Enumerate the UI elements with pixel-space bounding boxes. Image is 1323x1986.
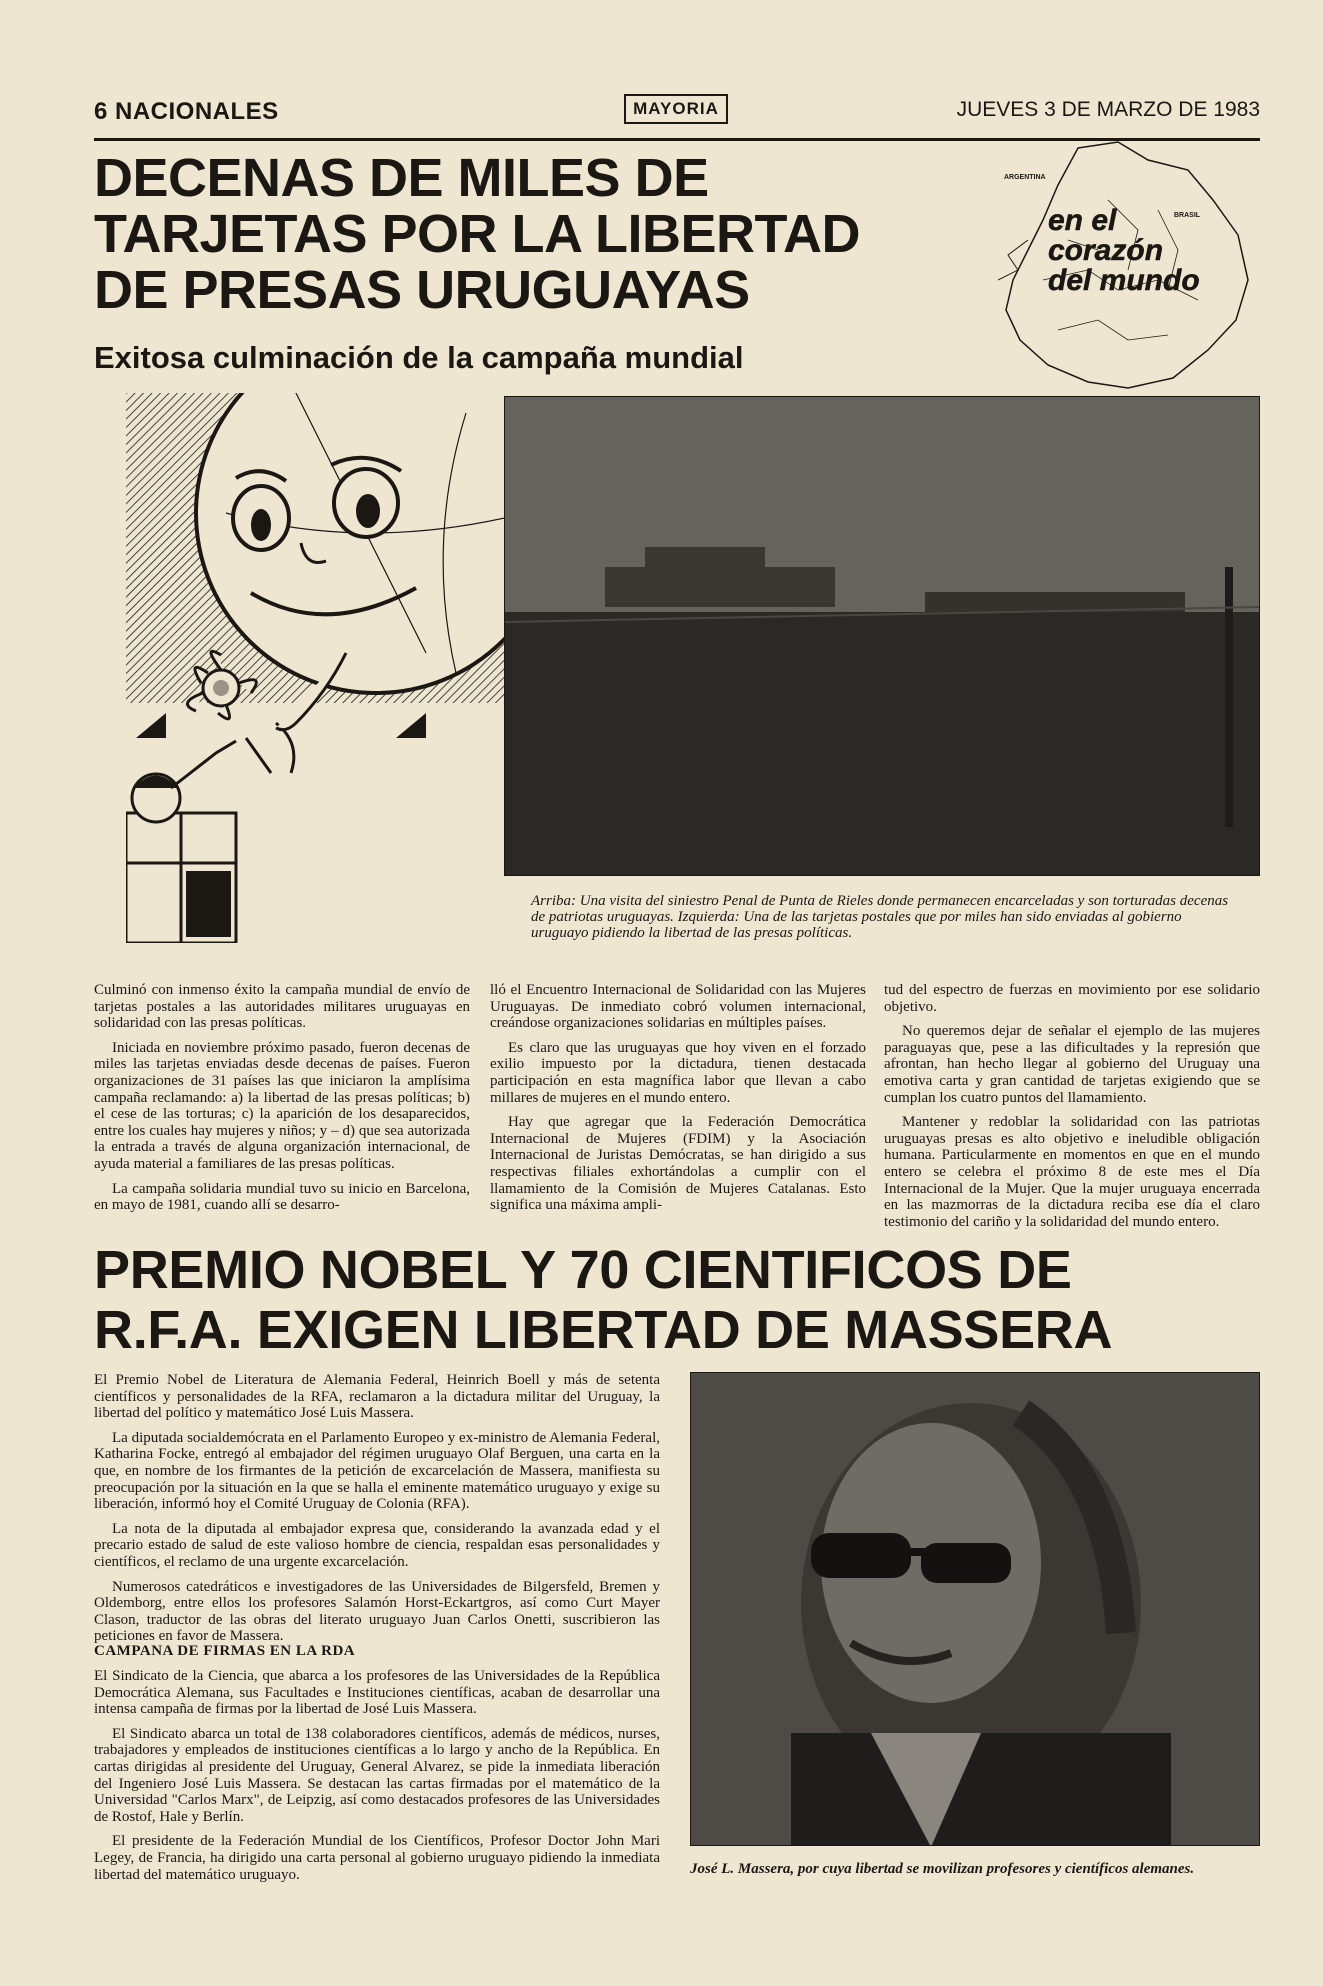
prison-photo <box>504 396 1260 876</box>
postcard-illustration <box>126 393 504 943</box>
paragraph: Numerosos catedráticos e investigadores de las Universidades de Bilgersfeld, Bremen y Oldemborg, entre ellos los profesores Salamón Horst-Eckartgros, así como Curt Mayer Clason, traductor de las obras del literato uruguayo Juan Carlos Onetti, suscribieron las peticiones en favor de Massera. <box>94 1578 660 1645</box>
subheadline-1: Exitosa culminación de la campaña mundial <box>94 340 744 375</box>
paragraph: El Sindicato abarca un total de 138 colaboradores científicos, además de médicos, nurses, trabajadores y empleados de instituciones científicas a lo largo y ancho de la República. En cartas dirigidas al presidente del Uruguay, General Alvarez, se pide la inmediata liberación del Ingeniero José Luis Massera. Se destacan las cartas firmadas por el matemático de la Universidad "Carlos Marx", de Leipzig, así como destacados profesores de las Universidades de Rostof, Hale y Berlín. <box>94 1725 660 1825</box>
headline-2-line: PREMIO NOBEL Y 70 CIENTIFICOS DE <box>94 1240 1072 1300</box>
paragraph: El presidente de la Federación Mundial de los Científicos, Profesor Doctor John Mari Legey, de Francia, ha dirigido una carta personal al gobierno uruguayo pidiendo la inmediata libertad del matemático uruguayo. <box>94 1833 660 1883</box>
map-label-brasil: BRASIL <box>1174 212 1201 219</box>
article1-column-3 <box>884 982 1260 1238</box>
headline-1 <box>94 150 974 318</box>
map-badge <box>998 140 1260 390</box>
prison-landscape-image <box>505 397 1260 876</box>
newspaper-logo: MAYORIA <box>624 94 728 124</box>
article2-body-b <box>94 1668 660 1891</box>
paragraph: Hay que agregar que la Federación Democrática Internacional de Mujeres (FDIM) y la Asociación Internacional de Juristas Demócratas, se han dirigido a sus respectivas filiales exhortándolas a cumplir con el llamamiento de la Comisión de Mujeres Catalanas. Esto significa una máxima ampli- <box>490 1114 866 1214</box>
paragraph: Culminó con inmenso éxito la campaña mundial de envío de tarjetas postales a las autoridades militares uruguayas en solidaridad con las presas políticas. <box>94 982 470 1032</box>
paragraph: El Premio Nobel de Literatura de Alemania Federal, Heinrich Boell y más de setenta científicos y personalidades de la RFA, reclamaron a la dictadura militar del Uruguay, la libertad del político y matemático José Luis Massera. <box>94 1372 660 1422</box>
badge-slogan <box>1048 206 1200 296</box>
paragraph: lló el Encuentro Internacional de Solidaridad con las Mujeres Uruguayas. De inmediato cobró volumen internacional, creándose organizaciones solidarias en múltiples países. <box>490 982 866 1032</box>
paragraph: tud del espectro de fuerzas en movimiento por ese solidario objetivo. <box>884 982 1260 1015</box>
badge-slogan-line: en el <box>1048 204 1117 237</box>
article1-column-1 <box>94 982 470 1222</box>
badge-slogan-line: corazón <box>1048 234 1164 267</box>
headline-2 <box>94 1240 1260 1360</box>
map-label-argentina: ARGENTINA <box>1004 174 1046 181</box>
article2-body-a <box>94 1372 660 1653</box>
paragraph: La diputada socialdemócrata en el Parlamento Europeo y ex-ministro de Alemania Federal, Katharina Focke, entregó al embajador del régimen uruguayo Olaf Berguen, una carta en la que, en nombre de los firmantes de la petición de excarcelación de Massera, manifiesta su preocupación por la situación en la que se halla el eminente matemático uruguayo y exige su liberación, informó hoy el Comité Uruguay de Colonia (RFA). <box>94 1429 660 1513</box>
article1-column-2 <box>490 982 866 1222</box>
photo-caption-1: Arriba: Una visita del siniestro Penal de Punta de Rieles donde permanecen encarceladas y son torturadas decenas de patriotas uruguayas. Izquierda: Una de las tarjetas postales que por miles han sido enviadas al gobierno uruguayo pidiendo la libertad de las presas políticas. <box>531 893 1229 941</box>
paragraph: Mantener y redoblar la solidaridad con las patriotas uruguayas presas es alto objetivo e ineludible obligación humana. Particularmente en momentos en que en el mundo entero se celebra el próximo 8 de este mes el Día Internacional de la Mujer. Que la mujer uruguaya encerrada en las mazmorras de la dictadura reciba ese día el claro testimonio del cariño y la solidaridad del mundo entero. <box>884 1114 1260 1230</box>
section-label: 6 NACIONALES <box>94 98 279 125</box>
globe-character-drawing-icon <box>126 393 504 943</box>
headline-1-line: DECENAS DE MILES DE <box>94 148 709 208</box>
headline-1-line: DE PRESAS URUGUAYAS <box>94 260 750 320</box>
paragraph: El Sindicato de la Ciencia, que abarca a los profesores de las Universidades de la República Democrática Alemana, sus Facultades e Instituciones científicas, acaban de desarrollar una intensa campaña de firmas por la libertad de José Luis Massera. <box>94 1668 660 1718</box>
massera-portrait-photo <box>690 1372 1260 1846</box>
photo-caption-2: José L. Massera, por cuya libertad se movilizan profesores y científicos alemanes. <box>690 1861 1195 1877</box>
headline-1-line: TARJETAS POR LA LIBERTAD <box>94 204 860 264</box>
issue-date: JUEVES 3 DE MARZO DE 1983 <box>956 98 1260 121</box>
headline-2-line: R.F.A. EXIGEN LIBERTAD DE MASSERA <box>94 1300 1113 1360</box>
paragraph: Es claro que las uruguayas que hoy viven en el forzado exilio impuesto por la dictadura, tienen destacada participación en esta magnífica labor que llevan a cabo millares de mujeres en el mundo entero. <box>490 1039 866 1106</box>
paragraph: La nota de la diputada al embajador expresa que, considerando la avanzada edad y el precario estado de salud de este valioso hombre de ciencia, respaldan esas personalidades y científicos, el reclamo de una urgente excarcelación. <box>94 1520 660 1570</box>
section-subtitle: CAMPANA DE FIRMAS EN LA RDA <box>94 1643 356 1659</box>
paragraph: No queremos dejar de señalar el ejemplo de las mujeres paraguayas que, pese a las dificultades y la represión que afrontan, han hecho llegar al gobierno del Uruguay una emotiva carta y gran cantidad de tarjetas exigiendo que se cumplan los cuatro puntos del llamamiento. <box>884 1023 1260 1106</box>
badge-slogan-line: del mundo <box>1048 264 1200 297</box>
paragraph: Iniciada en noviembre próximo pasado, fueron decenas de miles las tarjetas enviadas desde decenas de países. Fueron organizaciones de 31 países las que iniciaron la amplísima campaña reclamando: a) la libertad de las presas políticas; b) el cese de las torturas; c) la aparición de los desaparecidos, entre los cuales hay mujeres y niños; y – d) que sea autorizada la entrada a través de alguna organización internacional, de ayuda material a familiares de las presas políticas. <box>94 1039 470 1172</box>
paragraph: La campaña solidaria mundial tuvo su inicio en Barcelona, en mayo de 1981, cuando allí se desarro- <box>94 1180 470 1214</box>
portrait-image <box>691 1373 1260 1846</box>
